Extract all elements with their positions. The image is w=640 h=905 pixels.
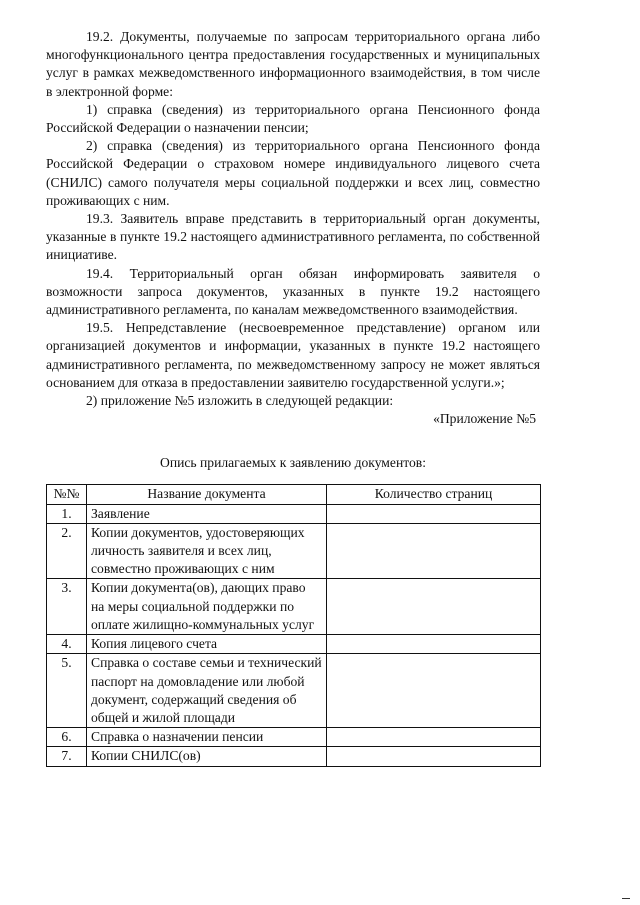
row-document-name: Справка о составе семьи и технический паспорт на домовладение или любой документ, содержащий сведения об общей и жилой площади	[87, 654, 327, 728]
row-page-count	[327, 747, 541, 766]
row-number: 3.	[47, 579, 87, 635]
paragraph: 19.2. Документы, получаемые по запросам территориального органа либо многофункционального центра предоставления государственных и муниципальных услуг в рамках межведомственного информационного взаимодействия, в том числе в электронной форме:	[46, 29, 540, 99]
table-header-row	[47, 485, 541, 504]
paragraph: 19.4. Территориальный орган обязан информировать заявителя о возможности запроса документов, указанных в пункте 19.2 настоящего административного регламента, по каналам межведомственного взаимодействия.	[46, 265, 540, 318]
body-text	[46, 28, 540, 410]
row-page-count	[327, 635, 541, 654]
table-row	[47, 579, 541, 635]
row-page-count	[327, 504, 541, 523]
table-row	[47, 747, 541, 766]
row-page-count	[327, 579, 541, 635]
paragraph: 2) приложение №5 изложить в следующей редакции:	[86, 393, 394, 409]
table-row	[47, 728, 541, 747]
row-number: 6.	[47, 728, 87, 747]
row-document-name: Справка о назначении пенсии	[87, 728, 327, 747]
page-edge-mark	[622, 898, 630, 899]
row-document-name: Копия лицевого счета	[87, 635, 327, 654]
table-row	[47, 635, 541, 654]
document-page	[46, 28, 540, 767]
row-number: 5.	[47, 654, 87, 728]
row-number: 7.	[47, 747, 87, 766]
table-row	[47, 523, 541, 579]
row-page-count	[327, 654, 541, 728]
paragraph: 1) справка (сведения) из территориального органа Пенсионного фонда Российской Федерации о назначении пенсии;	[46, 101, 540, 136]
header-page-count: Количество страниц	[327, 485, 541, 504]
row-number: 2.	[47, 523, 87, 579]
appendix-label: «Приложение №5	[433, 411, 536, 427]
row-number: 4.	[47, 635, 87, 654]
row-document-name: Копии документа(ов), дающих право на меры социальной поддержки по оплате жилищно-коммунальных услуг	[87, 579, 327, 635]
table-title: Опись прилагаемых к заявлению документов:	[160, 455, 426, 471]
row-page-count	[327, 728, 541, 747]
header-number: №№	[47, 485, 87, 504]
header-document-name: Название документа	[87, 485, 327, 504]
row-number: 1.	[47, 504, 87, 523]
documents-table	[46, 484, 541, 766]
row-document-name: Заявление	[87, 504, 327, 523]
row-document-name: Копии СНИЛС(ов)	[87, 747, 327, 766]
table-row	[47, 654, 541, 728]
row-document-name: Копии документов, удостоверяющих личность заявителя и всех лиц, совместно проживающих с ним	[87, 523, 327, 579]
paragraph: 19.5. Непредставление (несвоевременное представление) органом или организацией документов и информации, указанных в пункте 19.2 настоящего административного регламента, по межведомственному запросу не может являться основанием для отказа в предоставлении заявителю государственной услуги.»;	[46, 320, 540, 390]
paragraph: 2) справка (сведения) из территориального органа Пенсионного фонда Российской Федерации о страховом номере индивидуального лицевого счета (СНИЛС) самого получателя меры социальной поддержки и всех лиц, совместно проживающих с ним.	[46, 138, 540, 208]
row-page-count	[327, 523, 541, 579]
paragraph: 19.3. Заявитель вправе представить в территориальный орган документы, указанные в пункте 19.2 настоящего административного регламента, по собственной инициативе.	[46, 211, 540, 263]
table-row	[47, 504, 541, 523]
